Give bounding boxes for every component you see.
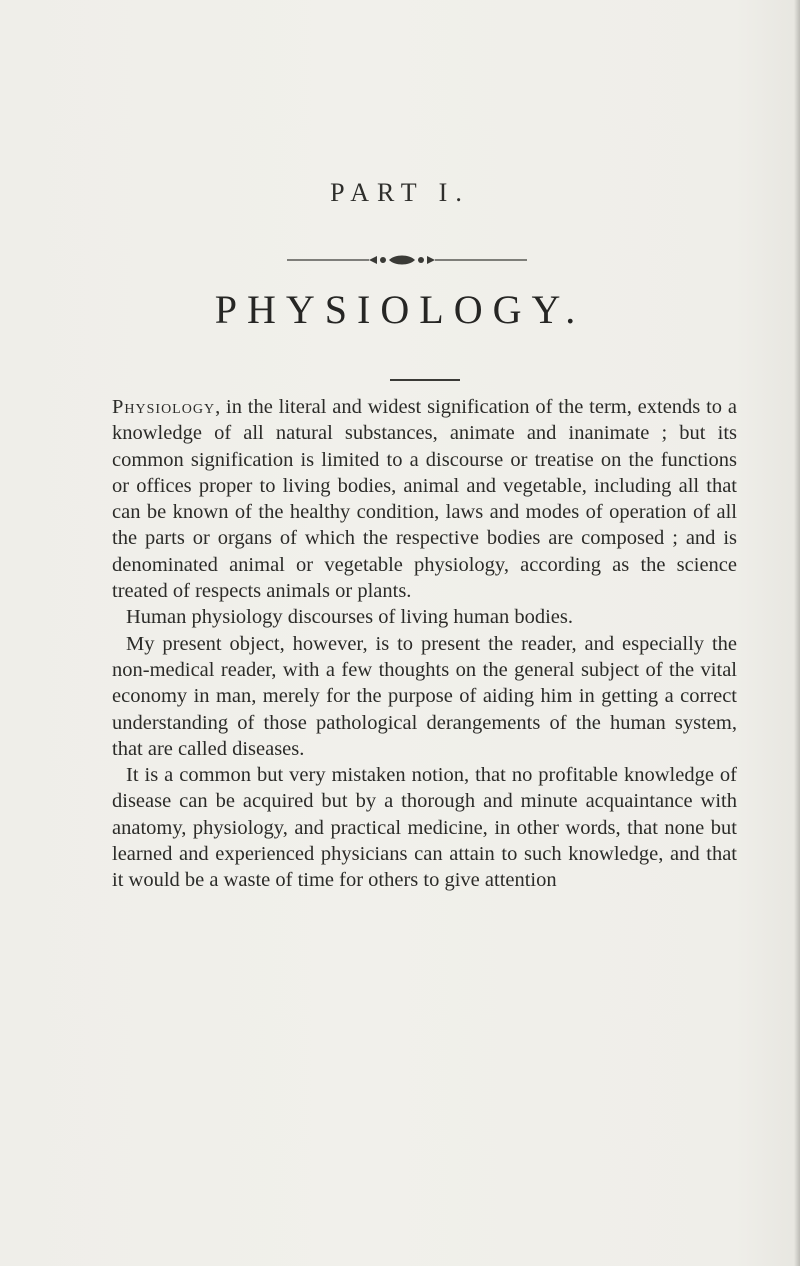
page-title: PHYSIOLOGY. [214, 287, 586, 332]
paragraph-3: My present object, however, is to present the reader, and especially the non-medical reader, with a few thoughts on the general subject of the vital economy in man, merely for the purpose of aiding him in getting a correct understanding of those pathological derangements of the human system, that are called diseases. [112, 632, 737, 760]
paragraph-text: , in the literal and widest signification of the term, extends to a knowledge of all natural substances, animate and inanimate ; but its common signification is limited to a discourse or treatise on the functions or offices proper to living bodies, animal and vegetable, including all that can be known of the healthy condition, laws and modes of operation of all the parts or organs of which the respective bodies are composed ; and is denominated animal or vegetable physiology, according as the science treated of respects animals or plants. [112, 396, 737, 603]
paragraph-4: It is a common but very mistaken notion, that no profitable knowledge of disease can be acquired but by a thorough and minute acquaintance with anatomy, physiology, and practical medicine, in other words, that none but learned and experienced physicians can attain to such knowledge, and that it would be a waste of time for others to give attention [112, 764, 737, 892]
paragraph-2: Human physiology discourses of living human bodies. [126, 606, 573, 629]
title-underline-rule [390, 379, 460, 381]
paragraph-lead-word: Physiology [112, 396, 216, 418]
paragraph-1 [112, 394, 737, 604]
part-heading: PART I. [330, 178, 470, 207]
ornament-divider-icon [287, 253, 527, 267]
body-text [112, 394, 737, 894]
